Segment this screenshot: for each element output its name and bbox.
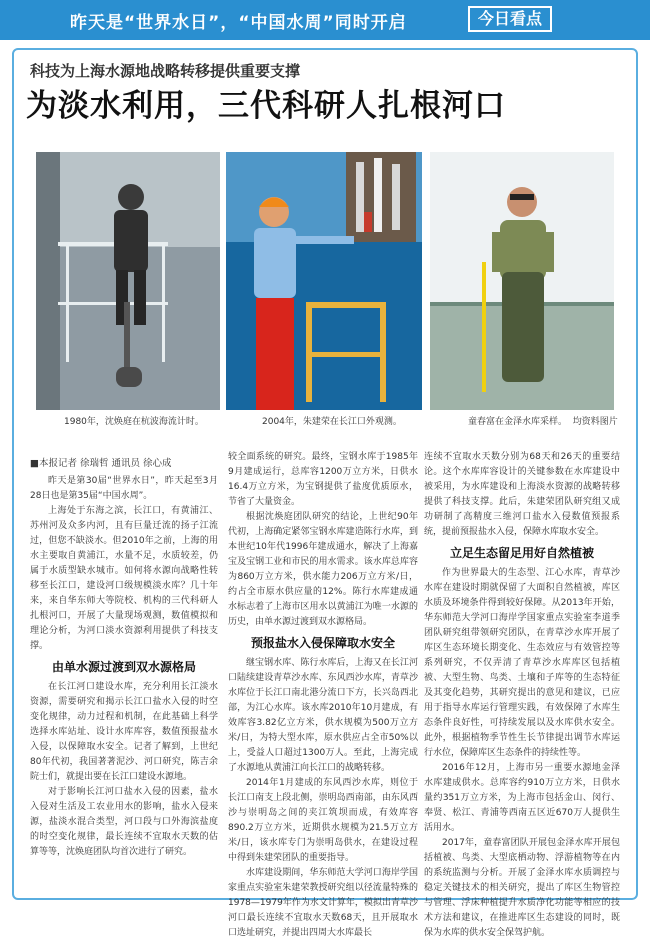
photo-researcher-2004 [226,152,422,410]
article-subheadline: 科技为上海水源地战略转移提供重要支撑 [30,62,301,80]
paragraph: 根据沈焕庭团队研究的结论，上世纪90年代初，上海确定紧邻宝钢水库建造陈行水库，到本世纪10年代1996年建成通水，解决了上海嘉宝及宝钢工业和市民的用水需求。该水库总库容为860万立方米，供水能力206万立方米/日，约占全市原水供应量的12%。陈行水库建成通水标志着了上海市区用水以黄浦江为唯一水源的历史，由单水源过渡到双水源格局。 [228,512,418,627]
photo-researcher-1980 [36,152,220,410]
paragraph: 2014年1月建成的东风西沙水库，则位于长江口南支上段北侧，崇明岛西南部，由东风西沙与崇明岛之间的夹江筑坝而成，有效库容890.2万立方米，近期供水规模为21.5万立方米/日，该水库专门为崇明岛供水，在建设过程中得到朱建荣团队的重要指导。 [228,778,418,863]
paragraph: 在长江河口建设水库，充分利用长江淡水资源，需要研究和揭示长江口盐水入侵的时空变化规律，动力过程和机制，在此基础上科学选择水库站址、设计水库库容，数值预报盐水入侵，以保障取水安全。记者了解到，上世纪80年代初，我国著著泥沙、河口研究，陈吉余院士们，就提出要在长江口建设水源地。 [30,682,218,782]
caption-photo-3-text: 童春富在金泽水库采样。 [468,417,568,427]
byline: ■本报记者 徐瑞哲 通讯员 徐心成 [30,458,172,469]
photo-1980-illustration [36,152,220,410]
paragraph: 较全面系统的研究。最终，宝钢水库于1985年9月建成运行，总库容1200万立方米，日供水16.4万立方米，为宝钢提供了盐度优质原水，节省了大量资金。 [228,452,418,507]
photo-credit: 均资料图片 [572,417,618,427]
paragraph: 2016年12月，上海市另一重要水源地金泽水库建成供水。总库容约910万立方米，日供水量约351万立方米，为上海市包括金山、闵行、奉贤、松江、青浦等西南五区近670万人提供生活用水。 [424,763,620,833]
paragraph: 水库建设期间，华东师范大学河口海岸学国家重点实验室朱建荣教授研究组以径流量特殊的1978—1979年作为水文计算年，模拟出青草沙河口最长连续不宜取水天数68天，且开展取水口选址研究，并提出四周大水库最长 [228,868,418,938]
section-heading-ecology: 立足生态留足用好自然植被 [449,546,594,560]
caption-photo-1: 1980年，沈焕庭在杭波海流计时。 [64,417,204,427]
article-column-3 [424,450,620,938]
paragraph: 继宝钢水库、陈行水库后，上海又在长江河口陆续建设青草沙水库、东风西沙水库，青草沙水库位于长江口南北港分流口下方，长兴岛西北部，为江心水库。该水库2010年10月建成，有效库容3.82亿立方米，供水规模为500万立方米/日，为特大型水库，原水供应占全市50%以上，受益人口超过1300万人。至此，上海完成了水源地从黄浦江向长江口的战略转移。 [228,658,418,773]
paragraph: 上海处于东海之滨，长江口，有黄浦江、苏州河及众多内河，且有巨量迁流的扬子江流过，但您不缺淡水。但2010年之前，上海的用水主要取自黄浦江，水量不足，水质较差，仍属于水质型缺水城市。如何将水源向战略性转移至长江口，建设河口级规模淡水库？几十年来，来自华东师大等院校、机构的三代科研人扎根河口，开展了大量现场观测，数值模拟和理论分析，为河口淡水资源利用提供了科技支撑。 [30,506,218,651]
paragraph: 对于影响长江河口盐水入侵的因素，盐水入侵对生活及工农业用水的影响，盐水入侵来源，盐淡水混合类型，河口段与口外海滨盐度的时空变化规律，最长连续不宜取水天数的估算等等，沈焕庭团队均首次进行了研究。 [30,787,218,857]
section-heading-salt-intrusion: 预报盐水入侵保障取水安全 [250,636,395,650]
paragraph: 2017年，童春富团队开展包金泽水库开展包括植被、鸟类、大型底栖动物、浮游植物等在内的系统监测与分析。开展了金泽水库水质调控与稳定关键技术的相关研究，提出了库区生物管控与管理、浮床种植提升水质净化功能等相应的技术方法和建议，在推进库区生态建设的同时，既保为水库的供水安全保驾护航。 [424,838,620,938]
banner-title: 昨天是“世界水日”，“中国水周”同时开启 [70,13,407,33]
article-headline: 为淡水利用，三代科研人扎根河口 [26,88,506,124]
caption-photo-2: 2004年，朱建荣在长江口外观测。 [262,417,402,427]
caption-photo-3 [468,414,618,427]
paragraph: 作为世界最大的生态型、江心水库，青草沙水库在建设时期就保留了大面积自然植被，库区水质及环境条件得到较好保障。从2013年开始，华东师范大学河口海岸学国家重点实验室李道季团队研究组带领研究团队，在青草沙水库开展了库区生态环境长期变化、生态效应与有效管控等系列研究，不仅弄清了青草沙水库库区包括植被、大型生物、鸟类、土壤和子库等的生态特征及其变化趋势，其研究提出的意见和建议，已应用于指导水库运行管理实践，有效保障了水库生态条件良好性，可持续发展以及水库供水安全。此外，根据植物季节性生长节律提出调节水库运行水位，保障库区生态条件的持续性等。 [424,568,620,758]
section-heading-dual-source: 由单水源过渡到双水源格局 [51,660,196,674]
banner-tag-today: 今日看点 [468,6,552,32]
photo-sampling-illustration [430,152,614,410]
paragraph: 昨天是第30届“世界水日”，昨天起至3月28日也是第35届“中国水周”。 [30,476,218,501]
article-column-2 [228,450,418,938]
photo-researcher-sampling [430,152,614,410]
paragraph: 连续不宜取水天数分别为68天和26天的重要结论。这个水库库容设计的关键参数在水库建设中被采用，为水库建设和上海淡水资源的战略转移提供了科技支撑。此后，朱建荣团队研究组又成功研制了高精度三维河口盐水入侵数值预报系统，提前预报盐水入侵，保障水库取水安全。 [424,452,620,537]
article-column-1 [30,456,218,894]
top-banner [0,0,650,40]
photo-2004-illustration [226,152,422,410]
